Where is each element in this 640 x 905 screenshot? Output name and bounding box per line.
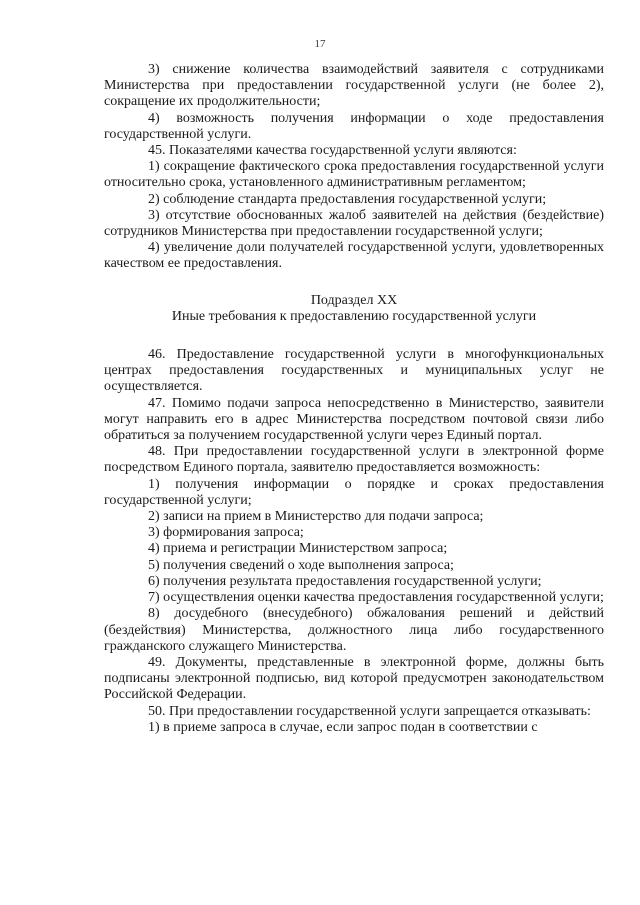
- other-requirements-section: [104, 347, 604, 736]
- document-body: [104, 62, 604, 736]
- paragraph: 3) отсутствие обоснованных жалоб заявителей на действия (бездействие) сотрудников Министерства при предоставлении государственной услуги;: [104, 207, 604, 240]
- paragraph: 2) соблюдение стандарта предоставления государственной услуги;: [148, 191, 547, 207]
- paragraph: 2) записи на прием в Министерство для подачи запроса;: [148, 509, 484, 525]
- paragraph: 48. При предоставлении государственной услуги в электронной форме посредством Единого портала, заявителю предоставляется возможность:: [104, 444, 604, 476]
- paragraph: 7) осуществления оценки качества предоставления государственной услуги;: [148, 590, 604, 606]
- paragraph: 45. Показателями качества государственной услуги являются:: [148, 143, 517, 159]
- paragraph: 47. Помимо подачи запроса непосредственно в Министерство, заявители могут направить его в адрес Министерства посредством почтовой связи либо обратиться за получением государственной услуги через Единый портал.: [104, 395, 604, 444]
- paragraph: 4) увеличение доли получателей государственной услуги, удовлетворенных качеством ее предоставления.: [104, 240, 604, 272]
- paragraph: 46. Предоставление государственной услуги в многофункциональных центрах предоставления государственных и муниципальных услуг не осуществляется.: [104, 347, 604, 395]
- quality-indicators-section: [104, 62, 604, 273]
- paragraph: 50. При предоставлении государственной услуги запрещается отказывать:: [148, 703, 591, 719]
- paragraph: 1) в приеме запроса в случае, если запрос подан в соответствии с: [148, 719, 538, 735]
- paragraph: 49. Документы, представленные в электронной форме, должны быть подписаны электронной подписью, вид которой предусмотрен законодательством Российской Федерации.: [104, 654, 604, 703]
- paragraph: 8) досудебного (внесудебного) обжалования решений и действий (бездействия) Министерства, должностного лица либо государственного гражданского служащего Министерства.: [104, 606, 604, 654]
- paragraph: 5) получения сведений о ходе выполнения запроса;: [148, 557, 454, 573]
- paragraph: 6) получения результата предоставления государственной услуги;: [148, 573, 542, 589]
- paragraph: 3) снижение количества взаимодействий заявителя с сотрудниками Министерства при предоставлении государственной услуги (не более 2), сокращение их продолжительности;: [104, 62, 604, 110]
- subsection-label: Подраздел XX: [310, 292, 398, 308]
- paragraph: 3) формирования запроса;: [148, 525, 304, 541]
- paragraph: 1) получения информации о порядке и сроках предоставления государственной услуги;: [104, 476, 604, 508]
- page-number: 17: [314, 38, 326, 50]
- paragraph: 4) приема и регистрации Министерством запроса;: [148, 541, 448, 557]
- subsection-title: Иные требования к предоставлению государственной услуги: [171, 308, 537, 324]
- paragraph: 1) сокращение фактического срока предоставления государственной услуги относительно срока, установленного административным регламентом;: [104, 159, 604, 191]
- paragraph: 4) возможность получения информации о ходе предоставления государственной услуги.: [104, 110, 604, 142]
